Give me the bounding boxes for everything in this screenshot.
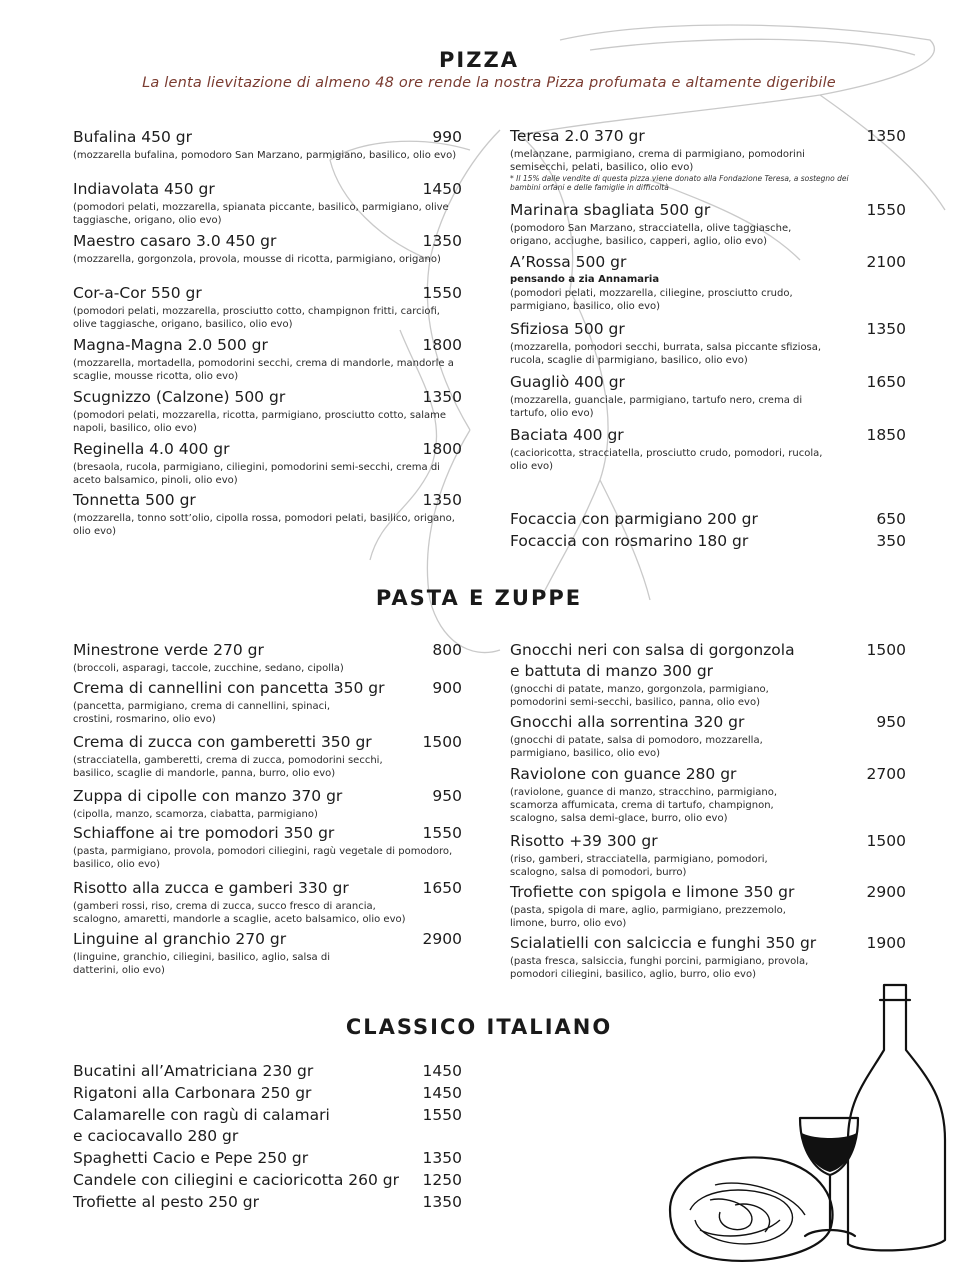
item-price: 950: [876, 713, 906, 731]
item-description: (pasta, spigola di mare, aglio, parmigiano, prezzemolo, limone, burro, olio evo): [510, 905, 786, 929]
item-price: 1850: [866, 426, 906, 444]
item-description: (pomodori pelati, mozzarella, ricotta, parmigiano, prosciutto cotto, salame napoli, basilico, olio evo): [73, 410, 447, 434]
item-name: Minestrone verde 270 gr: [73, 641, 264, 659]
item-description: (cipolla, manzo, scamorza, ciabatta, parmigiano): [73, 809, 318, 820]
item-name: Trofiette con spigola e limone 350 gr: [510, 883, 795, 901]
pizza-left-column: [73, 127, 462, 538]
item-name: Candele con ciliegini e cacioricotta 260 gr: [73, 1171, 400, 1189]
item-price: 1450: [422, 180, 462, 198]
item-name: Maestro casaro 3.0 450 gr: [73, 232, 277, 250]
menu-item: [73, 878, 462, 929]
item-description: (mozzarella bufalina, pomodoro San Marzano, parmigiano, basilico, olio evo): [73, 150, 457, 161]
item-price: 1550: [422, 1106, 462, 1124]
item-description: (pasta fresca, salsiccia, funghi porcini, parmigiano, provola, pomodori ciliegini, basilico, aglio, burro, olio evo): [510, 956, 809, 980]
item-name: Crema di cannellini con pancetta 350 gr: [73, 679, 385, 697]
pasta-left-column: [73, 640, 462, 977]
item-description: (mozzarella, gorgonzola, provola, mousse di ricotta, parmigiano, origano): [73, 254, 441, 265]
item-price: 2900: [422, 930, 462, 948]
item-description: (cacioricotta, stracciatella, prosciutto crudo, pomodori, rucola, olio evo): [510, 448, 823, 472]
item-name: Bucatini all’Amatriciana 230 gr: [73, 1062, 314, 1080]
item-price: 1550: [866, 201, 906, 219]
menu-item: [73, 1148, 462, 1169]
item-price: 1550: [422, 284, 462, 302]
item-name: Trofiette al pesto 250 gr: [73, 1193, 260, 1211]
item-description: (pomodori pelati, mozzarella, prosciutto cotto, champignon fritti, carciofi, olive taggiasche, origano, basilico, olio evo): [73, 306, 440, 330]
item-description: (riso, gamberi, stracciatella, parmigiano, pomodori, scalogno, salsa di pomodori, burro): [510, 854, 768, 878]
menu-item: [73, 640, 462, 678]
item-price: 950: [432, 787, 462, 805]
classico-list: [73, 1061, 462, 1214]
item-name: Bufalina 450 gr: [73, 128, 192, 146]
menu-item: [510, 640, 906, 712]
item-name: Zuppa di cipolle con manzo 370 gr: [73, 787, 343, 805]
item-name: Calamarelle con ragù di calamari e caciocavallo 280 gr: [73, 1106, 330, 1145]
pizza-right-column: [510, 126, 906, 473]
item-description: (pomodoro San Marzano, stracciatella, olive taggiasche, origano, acciughe, basilico, capperi, aglio, olio evo): [510, 223, 792, 247]
pasta-right-column: [510, 640, 906, 981]
menu-item: [510, 933, 906, 981]
menu-item: [73, 439, 462, 490]
item-description: (linguine, granchio, ciliegini, basilico, aglio, salsa di datterini, olio evo): [73, 952, 330, 976]
item-name: Gnocchi alla sorrentina 320 gr: [510, 713, 745, 731]
item-description: (mozzarella, guanciale, parmigiano, tartufo nero, crema di tartufo, olio evo): [510, 395, 803, 419]
item-name: Tonnetta 500 gr: [73, 491, 196, 509]
item-description: (stracciatella, gamberetti, crema di zucca, pomodorini secchi, basilico, scaglie di mandorle, panna, burro, olio evo): [73, 755, 383, 779]
menu-item: [510, 764, 906, 831]
item-price: 1450: [422, 1084, 462, 1102]
item-description: (raviolone, guance di manzo, stracchino, parmigiano, scamorza affumicata, crema di tartufo, champignon, scalogno, salsa demi-glace, burro, olio evo): [510, 787, 778, 824]
menu-item: [510, 200, 906, 252]
menu-item: [510, 252, 906, 319]
menu-item: [510, 425, 906, 473]
item-name: A’Rossa 500 gr: [510, 253, 627, 271]
item-description: (broccoli, asparagi, taccole, zucchine, sedano, cipolla): [73, 663, 344, 674]
menu-item: [510, 712, 906, 764]
item-price: 1450: [422, 1062, 462, 1080]
item-description: (gnocchi di patate, salsa di pomodoro, mozzarella, parmigiano, basilico, olio evo): [510, 735, 763, 759]
item-price: 800: [432, 641, 462, 659]
menu-item: [73, 1192, 462, 1213]
item-name: Risotto +39 300 gr: [510, 832, 658, 850]
classico-section-title: CLASSICO ITALIANO: [345, 1015, 613, 1039]
item-price: 1350: [422, 491, 462, 509]
item-name: Focaccia con rosmarino 180 gr: [510, 532, 749, 550]
menu-item: [73, 786, 462, 823]
item-price: 1650: [422, 879, 462, 897]
menu-item: [510, 531, 906, 552]
item-dedication: pensando a zia Annamaria: [510, 274, 660, 285]
menu-item: [73, 1170, 462, 1191]
item-name: Cor-a-Cor 550 gr: [73, 284, 202, 302]
item-description: (melanzane, parmigiano, crema di parmigiano, pomodorini semisecchi, pelati, basilico, olio evo): [510, 149, 805, 173]
item-price: 1800: [422, 440, 462, 458]
item-price: 1500: [866, 641, 906, 659]
item-name: Baciata 400 gr: [510, 426, 624, 444]
item-description: (bresaola, rucola, parmigiano, ciliegini, pomodorini semi-secchi, crema di aceto balsamico, pinoli, olio evo): [73, 462, 440, 486]
item-price: 990: [432, 128, 462, 146]
item-description: (pancetta, parmigiano, crema di cannellini, spinaci, crostini, rosmarino, olio evo): [73, 701, 331, 725]
menu-item: [73, 823, 462, 878]
item-price: 1350: [422, 388, 462, 406]
item-name: Linguine al granchio 270 gr: [73, 930, 287, 948]
item-description: (gamberi rossi, riso, crema di zucca, succo fresco di arancia, scalogno, amaretti, mandorle a scaglie, aceto balsamico, olio evo): [73, 901, 406, 925]
item-price: 1350: [866, 320, 906, 338]
pasta-section-title: PASTA E ZUPPE: [375, 586, 583, 610]
menu-item: [510, 882, 906, 933]
menu-item: [510, 509, 906, 530]
item-price: 1500: [866, 832, 906, 850]
item-description: (mozzarella, mortadella, pomodorini secchi, crema di mandorle, mandorle a scaglie, mousse ricotta, olio evo): [73, 358, 454, 382]
item-name: Risotto alla zucca e gamberi 330 gr: [73, 879, 349, 897]
item-price: 1900: [866, 934, 906, 952]
item-charity-note: * Il 15% dalle vendite di questa pizza viene donato alla Fondazione Teresa, a sostegno dei bambini orfani e delle famiglie in difficoltà: [510, 174, 849, 192]
item-name: Marinara sbagliata 500 gr: [510, 201, 711, 219]
menu-item: [73, 929, 462, 977]
menu-item: [73, 1083, 462, 1104]
item-price: 1350: [866, 127, 906, 145]
menu-item: [73, 678, 462, 732]
item-name: Sfiziosa 500 gr: [510, 320, 625, 338]
focaccia-list: [510, 509, 906, 553]
item-name: Scialatielli con salciccia e funghi 350 gr: [510, 934, 817, 952]
item-price: 2900: [866, 883, 906, 901]
item-name: Teresa 2.0 370 gr: [510, 127, 645, 145]
item-description: (pomodori pelati, mozzarella, ciliegine, prosciutto crudo, parmigiano, basilico, olio evo): [510, 288, 793, 312]
item-name: Rigatoni alla Carbonara 250 gr: [73, 1084, 312, 1102]
menu-item: [73, 231, 462, 283]
menu-item: [510, 372, 906, 425]
menu-item: [73, 490, 462, 538]
pizza-section-title: PIZZA: [439, 48, 519, 72]
item-price: 1350: [422, 1193, 462, 1211]
item-price: 350: [876, 532, 906, 550]
item-description: (mozzarella, pomodori secchi, burrata, salsa piccante sfiziosa, rucola, scaglie di parmigiano, basilico, olio evo): [510, 342, 822, 366]
menu-item: [73, 127, 462, 179]
item-description: (gnocchi di patate, manzo, gorgonzola, parmigiano, pomodorini semi-secchi, basilico, panna, olio evo): [510, 684, 769, 708]
item-price: 1250: [422, 1171, 462, 1189]
item-description: (mozzarella, tonno sott’olio, cipolla rossa, pomodori pelati, basilico, origano, olio evo): [73, 513, 455, 537]
item-name: Spaghetti Cacio e Pepe 250 gr: [73, 1149, 309, 1167]
item-price: 2100: [866, 253, 906, 271]
menu-item: [510, 831, 906, 882]
item-description: (pomodori pelati, mozzarella, spianata piccante, basilico, parmigiano, olive taggiasche, origano, olio evo): [73, 202, 449, 226]
item-name: Reginella 4.0 400 gr: [73, 440, 230, 458]
item-price: 2700: [866, 765, 906, 783]
item-name: Scugnizzo (Calzone) 500 gr: [73, 388, 286, 406]
menu-item: [73, 283, 462, 335]
item-price: 650: [876, 510, 906, 528]
item-price: 1350: [422, 1149, 462, 1167]
menu-item: [510, 126, 906, 200]
item-name: Guagliò 400 gr: [510, 373, 625, 391]
item-price: 1350: [422, 232, 462, 250]
item-name: Gnocchi neri con salsa di gorgonzola e battuta di manzo 300 gr: [510, 641, 795, 680]
item-description: (pasta, parmigiano, provola, pomodori ciliegini, ragù vegetale di pomodoro, basilico, olio evo): [73, 846, 453, 870]
menu-item: [73, 335, 462, 387]
item-name: Raviolone con guance 280 gr: [510, 765, 737, 783]
menu-item: [73, 387, 462, 439]
item-name: Crema di zucca con gamberetti 350 gr: [73, 733, 372, 751]
menu-item: [73, 179, 462, 231]
item-price: 900: [432, 679, 462, 697]
menu-item: [73, 1061, 462, 1082]
item-price: 1550: [422, 824, 462, 842]
item-name: Schiaffone ai tre pomodori 350 gr: [73, 824, 335, 842]
item-price: 1800: [422, 336, 462, 354]
item-price: 1500: [422, 733, 462, 751]
item-name: Indiavolata 450 gr: [73, 180, 215, 198]
menu-item: [510, 319, 906, 372]
pizza-subtitle: La lenta lievitazione di almeno 48 ore rende la nostra Pizza profumata e altamente digeribile: [142, 75, 836, 91]
menu-item: [73, 732, 462, 786]
item-name: Focaccia con parmigiano 200 gr: [510, 510, 758, 528]
menu-item: [73, 1105, 462, 1147]
item-name: Magna-Magna 2.0 500 gr: [73, 336, 268, 354]
item-price: 1650: [866, 373, 906, 391]
